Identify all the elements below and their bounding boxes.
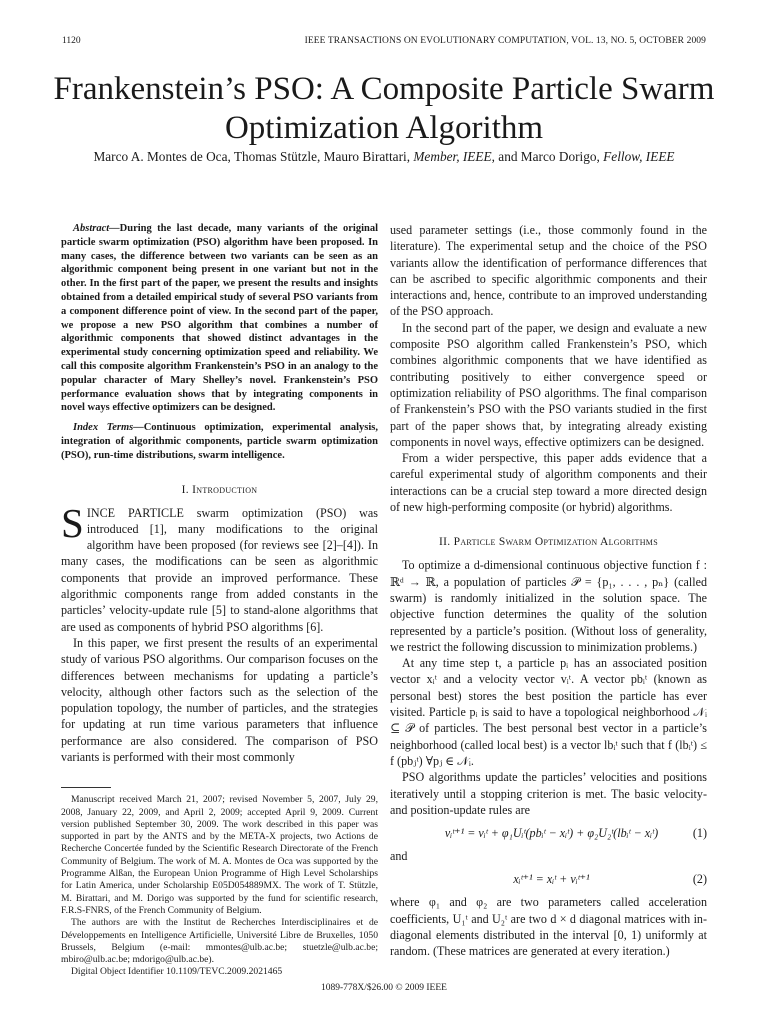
footnote-affiliation: The authors are with the Institut de Recherches Interdisciplinaires et de Développements en Intelligence Artificielle, Université Libre de Bruxelles, 1050 Brussels, Belgium (e-mail: mmontes@ulb.ac.be; stuetzle@ulb.ac.be; mbiro@ulb.ac.be; mdorigo@ulb.ac.be). — [61, 917, 378, 966]
authors-part-1: Marco A. Montes de Oca, Thomas Stützle, Mauro Birattari, — [93, 149, 414, 164]
journal-header: IEEE TRANSACTIONS ON EVOLUTIONARY COMPUTATION, VOL. 13, NO. 5, OCTOBER 2009 — [304, 36, 706, 46]
author-list — [40, 149, 728, 165]
intro-paragraph-1-text: INCE PARTICLE swarm optimization (PSO) was introduced [1], many modifications to the original algorithm have been proposed (for reviews see [2]–[4]). In many cases, the modifications can be seen as algorithmic components that provide an improved performance. These algorithmic components range from added constants in the particles’ velocity-update rule [5] to stand-alone algorithms that are used as components of hybrid PSO algorithms [6]. — [61, 505, 378, 634]
authors-part-2: , and Marco Dorigo, — [491, 149, 604, 164]
section-2-numeral: II. — [439, 536, 454, 549]
index-terms — [61, 421, 378, 462]
section-1-heading — [61, 484, 378, 496]
author-role-2: Fellow, IEEE — [603, 149, 675, 164]
drop-cap: S — [61, 499, 84, 546]
pso-paragraph-2: At any time step t, a particle pᵢ has an associated position vector xᵢᵗ and a velocity vector vᵢᵗ. A vector pbᵢᵗ (known as personal best) stores the best position the particle has ever visited. Particle pᵢ is said to have a topological neighborhood 𝒩ᵢ ⊆ 𝒫 of particles. The best personal best vector in a particle’s neighborhood (called local best) is a vector lbᵢᵗ such that f (lbᵢᵗ) ≤ f (pbⱼᵗ) ∀pⱼ ∈ 𝒩ᵢ. — [390, 656, 707, 768]
footnote-doi: Digital Object Identifier 10.1109/TEVC.2009.2021465 — [71, 966, 283, 978]
right-column — [390, 222, 707, 960]
section-1-numeral: I. — [181, 483, 193, 496]
intro-paragraph-2: In this paper, we first present the results of an experimental study of various PSO algorithms. Our comparison focuses on the differences between mechanisms for updating a particle’s velocity, although other factors such as the selection of the population topology, the number of particles, and the strategies for updating at run time various parameters that influence performance are also considered. The comparison of PSO variants is performed with their most commonly — [61, 635, 378, 764]
author-role-1: Member, IEEE — [413, 149, 492, 164]
intro-paragraph-4: In the second part of the paper, we design and evaluate a new composite PSO algorithm called Frankenstein’s PSO, which combines algorithmic components that we have identified as contributing positively to either convergence speed or optimization reliability of PSO algorithms. The final comparison of Frankenstein’s PSO with the PSO variants studied in the first part of the paper shows that, by integrating already existing components in novel ways, effective optimizers can be designed. — [390, 320, 707, 449]
pso-paragraph-1: To optimize a d-dimensional continuous objective function f : ℝᵈ → ℝ, a population of particles 𝒫 = {p₁, . . . , pₙ} (called swarm) is randomly initialized in the solution space. The objective function determines the quality of the solution represented by a particle’s position. (Without loss of generality, we restrict the following discussion to minimization problems.) — [390, 558, 707, 654]
page-number: 1120 — [62, 36, 81, 46]
copyright-footer: 1089-778X/$26.00 © 2009 IEEE — [321, 983, 447, 993]
intro-paragraph-3: used parameter settings (i.e., those commonly found in the literature). The experimental setup and the choice of the PSO variants allow the identification of performance differences that can be ascribed to specific algorithmic components and their interactions and, hence, contribute to an improved understanding of the PSO approach. — [390, 223, 707, 319]
index-terms-label: Index Terms— — [73, 422, 144, 434]
section-2-title: Particle Swarm Optimization Algorithms — [453, 536, 658, 549]
index-terms-text: Continuous optimization, experimental analysis, integration of algorithmic components, particle swarm optimization (PSO), run-time distributions, swarm intelligence. — [61, 422, 378, 461]
section-2-heading — [390, 536, 707, 548]
and-text: and — [390, 849, 408, 864]
left-column — [61, 222, 378, 979]
title-line-1: Frankenstein’s PSO: A Composite Particle Swarm — [53, 71, 715, 107]
equation-2-body: xᵢᵗ⁺¹ = xᵢᵗ + vᵢᵗ⁺¹ — [513, 872, 590, 887]
abstract-text: During the last decade, many variants of the original particle swarm optimization (PSO) algorithm have been proposed. In many cases, the difference between two variants can be seen as an algorithmic component being present in one variant but not in the other. In the first part of the paper, we present the results and insights obtained from a detailed empirical study of several PSO variants from a component difference point of view. In the second part of the paper, we propose a new PSO algorithm that combines a number of algorithmic components that showed distinct advantages in the experimental study concerning optimization speed and reliability. We call this composite algorithm Frankenstein’s PSO in an analogy to the popular character of Mary Shelley’s novel. Frankenstein’s PSO performance evaluation shows that by integrating components in novel ways effective optimizers can be designed. — [61, 223, 378, 414]
footnote-rule — [61, 787, 111, 788]
intro-paragraph-1 — [61, 499, 378, 635]
equation-2-number: (2) — [692, 872, 707, 887]
equation-1 — [390, 822, 707, 844]
footnote-manuscript: Manuscript received March 21, 2007; revised November 5, 2007, July 29, 2008, January 22, 2009, and April 2, 2009; accepted April 9, 2009. Current version published September 30, 2009. The work described in this paper was supported in part by the ANTS and by the META-X projects, two Actions de Recherche Concertée funded by the Scientific Research Directorate of the French Community of Belgium. The work of M. A. Montes de Oca was supported by the Programme Alßan, the European Union Programme of High Level Scholarships for Latin America, under Scholarship E05D054889MX. The work of T. Stützle, M. Birattari, and M. Dorigo was supported by the fund for scientific research, F.R.S-FNRS, of the French Community of Belgium. — [61, 794, 378, 916]
abstract-label: Abstract— — [73, 223, 120, 234]
title-line-2: Optimization Algorithm — [224, 110, 544, 146]
paper-title — [40, 70, 728, 148]
pso-paragraph-4: where φ₁ and φ₂ are two parameters called acceleration coefficients, U₁ᵗ and U₂ᵗ are two d × d diagonal matrices with in-diagonal elements distributed in the interval [0, 1) uniformly at random. (These matrices are generated at every iteration.) — [390, 895, 707, 959]
equation-2 — [390, 868, 707, 890]
equation-1-body: vᵢᵗ⁺¹ = vᵢᵗ + φ₁Uᵢᵗ(pbᵢᵗ − xᵢᵗ) + φ₂U₂ᵗ(lbᵢᵗ − xᵢᵗ) — [444, 826, 659, 841]
equation-1-number: (1) — [692, 826, 707, 841]
intro-paragraph-5: From a wider perspective, this paper adds evidence that a careful experimental study of algorithm components and their interactions can be a crucial step toward a more directed design of new high-performing composite (or hybrid) algorithms. — [390, 451, 707, 515]
abstract — [61, 222, 378, 415]
section-1-title: Introduction — [192, 483, 258, 496]
pso-paragraph-3: PSO algorithms update the particles’ velocities and positions iteratively until a stopping criterion is met. The basic velocity- and position-update rules are — [390, 770, 707, 817]
